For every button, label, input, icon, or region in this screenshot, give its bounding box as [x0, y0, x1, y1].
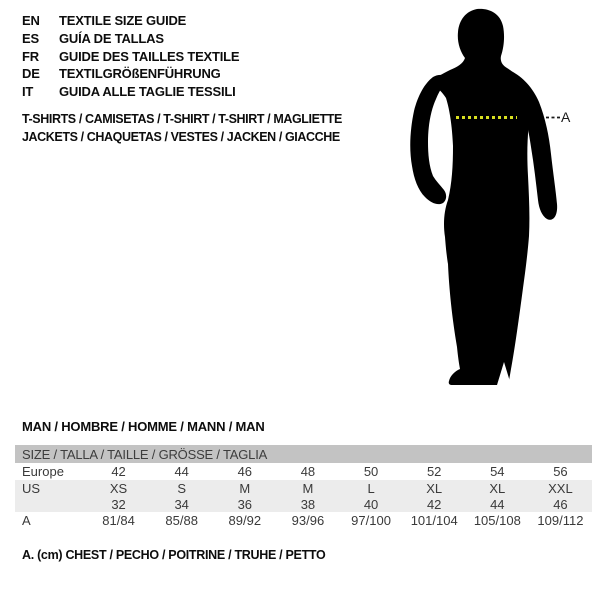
table-cell: M [302, 480, 314, 496]
language-label: GUIDA ALLE TAGLIE TESSILI [59, 84, 236, 100]
row-label: Europe [22, 464, 64, 479]
size-table [15, 445, 592, 529]
table-cell: 42 [426, 496, 442, 512]
table-cell: 36 [237, 496, 253, 512]
section-title-man: MAN / HOMBRE / HOMME / MANN / MAN [22, 419, 265, 434]
table-cell: 48 [300, 464, 316, 479]
language-label: TEXTILE SIZE GUIDE [59, 13, 187, 28]
category-jackets: JACKETS / CHAQUETAS / VESTES / JACKEN / GIACCHE [22, 130, 340, 144]
row-label: US [22, 480, 41, 496]
table-cell: 46 [553, 496, 568, 512]
table-cell: L [367, 480, 375, 496]
table-cell: 109/112 [537, 513, 584, 528]
table-cell: 89/92 [228, 513, 262, 528]
table-cell: 44 [490, 496, 505, 512]
table-cell: 46 [237, 464, 253, 479]
table-row-us [15, 480, 592, 496]
table-cell: M [239, 480, 251, 496]
table-cell: 54 [490, 464, 505, 479]
table-cell: 52 [426, 464, 442, 479]
table-row-chest [15, 512, 592, 529]
language-code: EN [22, 13, 40, 28]
table-cell: 81/84 [102, 513, 135, 528]
language-label: GUÍA DE TALLAS [59, 30, 164, 46]
table-cell: 56 [553, 464, 568, 479]
table-cell: 105/108 [473, 513, 521, 528]
measure-label-a: A [561, 109, 571, 125]
table-cell: 101/104 [410, 513, 458, 528]
table-cell: 38 [300, 496, 316, 512]
table-cell: 97/100 [351, 513, 391, 528]
table-cell: XL [489, 480, 506, 496]
language-code: ES [22, 30, 39, 46]
measurement-footnote: A. (cm) CHEST / PECHO / POITRINE / TRUHE / PETTO [22, 548, 326, 562]
table-cell: XXL [548, 480, 573, 496]
table-cell: XL [426, 480, 443, 496]
language-code: FR [22, 48, 39, 64]
language-code: IT [22, 84, 34, 100]
table-cell: S [177, 480, 187, 496]
table-cell: 34 [174, 496, 189, 512]
table-cell: 85/88 [165, 513, 198, 528]
row-label: A [22, 513, 31, 528]
table-cell: XS [109, 480, 128, 496]
table-row-us-numeric [15, 496, 592, 512]
language-label: TEXTILGRÖßENFÜHRUNG [59, 66, 221, 82]
size-table-header: SIZE / TALLA / TAILLE / GRÖSSE / TAGLIA [15, 445, 592, 463]
table-cell: 50 [363, 464, 379, 479]
category-tshirts: T-SHIRTS / CAMISETAS / T-SHIRT / T-SHIRT / MAGLIETTE [22, 112, 342, 126]
language-label: GUIDE DES TAILLES TEXTILE [59, 48, 240, 64]
table-cell: 42 [111, 464, 126, 479]
language-code: DE [22, 66, 40, 82]
man-silhouette [410, 9, 557, 385]
table-cell: 44 [174, 464, 189, 479]
table-row-europe [15, 463, 592, 480]
table-cell: 93/96 [291, 513, 325, 528]
table-cell: 32 [111, 496, 126, 512]
table-cell: 40 [363, 496, 379, 512]
